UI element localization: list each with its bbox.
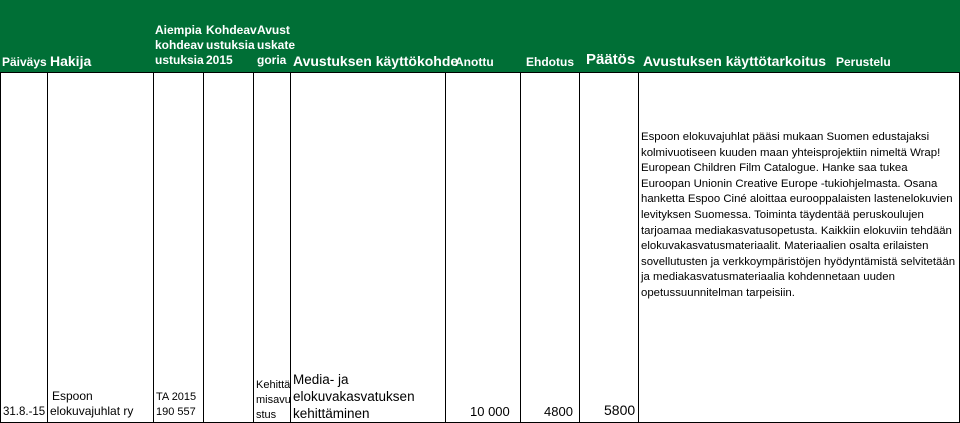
row-purpose-line1: Media- ja	[293, 372, 349, 387]
header-ehdotus: Ehdotus	[526, 55, 574, 69]
header-aiempia-line3: ustuksia	[155, 53, 204, 67]
header-kohdeav-line1: Kohdeav	[206, 23, 257, 37]
header-aiempia-line2: kohdeav	[155, 38, 204, 52]
row-applicant	[50, 389, 133, 419]
row-previous	[156, 390, 196, 420]
row-category-line3: stus	[256, 409, 277, 421]
row-description: Espoon elokuvajuhlat pääsi mukaan Suomen edustajaksi kolmivuotiseen kuuden maan yhteisprojektiin nimeltä Wrap! European Children Film Catalogue. Hanke saa tukea Euroopan Unionin Creative Europe -tukiohjelmasta. Osana hanketta Espoo Ciné aloittaa eurooppalaisten lastenelokuvien levityksen Suomessa. Toiminta täydentää peruskoulujen tarjoamaa mediakasvatusopetusta. Kaikkiin elokuviin tehdään elokuvakasvatusmateriaalit. Materiaalien osalta erilaisten sovellutusten ja verkkoympäristöjen hyödyntämistä selvitetään ja mediakasvatusmateriaalia kohdennetaan uuden opetussuunnitelman tarpeisiin.	[641, 131, 956, 299]
row-applicant-line2: elokuvajuhlat ry	[50, 404, 134, 418]
column-divider	[638, 72, 639, 423]
column-divider	[290, 72, 291, 423]
header-paatos: Päätös	[586, 51, 636, 68]
row-decision-amount: 5800	[604, 402, 636, 418]
header-paivays: Päiväys	[2, 55, 47, 69]
header-kayttokohde: Avustuksen käyttökohde	[293, 53, 459, 69]
row-purpose-line2: elokuvakasvatuksen	[293, 389, 415, 404]
row-purpose	[293, 371, 415, 422]
column-divider	[520, 72, 521, 423]
header-avust-line3: goria	[257, 53, 287, 67]
header-kohdeav	[206, 23, 257, 68]
row-previous-line2: 190 557	[156, 406, 196, 418]
header-avust-line1: Avust	[257, 23, 290, 37]
column-divider	[253, 72, 254, 423]
header-kayttotarkoitus: Avustuksen käyttötarkoitus	[643, 53, 827, 69]
header-avust	[257, 23, 295, 68]
column-divider	[153, 72, 154, 423]
row-category-line1: Kehittä	[256, 379, 291, 391]
column-divider	[445, 72, 446, 423]
column-divider	[579, 72, 580, 423]
row-previous-line1: TA 2015	[156, 391, 197, 403]
header-anottu: Anottu	[455, 55, 494, 69]
row-date: 31.8.-15	[3, 406, 46, 418]
row-purpose-line3: kehittäminen	[293, 406, 370, 421]
header-perustelu: Perustelu	[836, 55, 891, 69]
column-divider	[47, 72, 48, 423]
header-kohdeav-line3: 2015	[206, 53, 233, 67]
header-kohdeav-line2: ustuksia	[206, 38, 255, 52]
header-aiempia	[155, 23, 204, 68]
header-avust-line2: uskate	[257, 38, 296, 52]
row-category	[256, 378, 291, 423]
row-applied-amount: 10 000	[470, 404, 510, 419]
table-rule-top	[0, 72, 960, 73]
header-hakija: Hakija	[50, 53, 92, 69]
column-divider	[203, 72, 204, 423]
row-category-line2: misavu	[256, 394, 291, 406]
row-proposal-amount: 4800	[544, 404, 573, 419]
row-applicant-line1: Espoon	[52, 389, 93, 403]
header-aiempia-line1: Aiempia	[155, 23, 202, 37]
column-divider	[0, 72, 1, 423]
